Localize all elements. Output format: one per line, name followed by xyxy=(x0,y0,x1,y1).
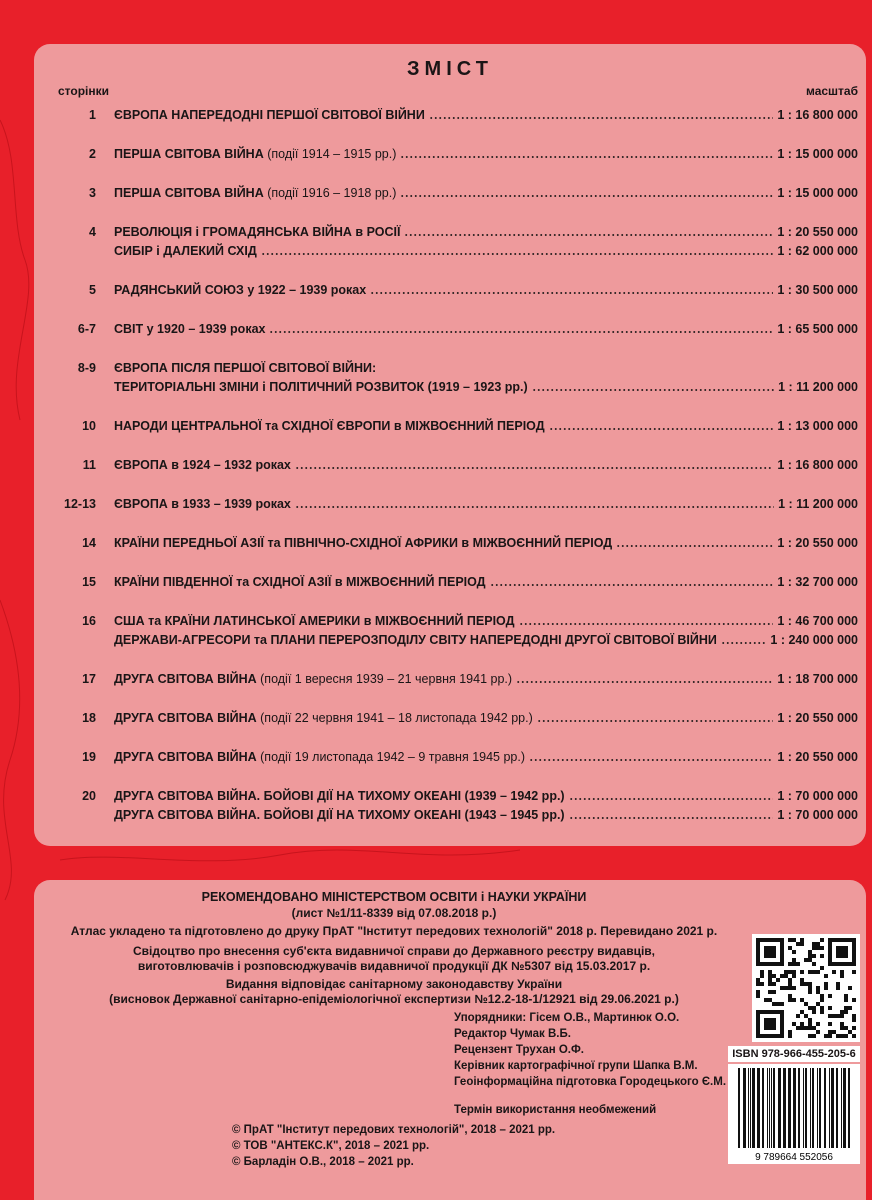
map-title-main: ЄВРОПА в 1924 – 1932 роках xyxy=(114,458,291,472)
copyright-line: © Барладін О.В., 2018 – 2021 рр. xyxy=(232,1156,414,1168)
team-line: Упорядники: Гісем О.В., Мартинюк О.О. xyxy=(454,1012,680,1024)
contents-line xyxy=(114,281,858,299)
pages-column-label: сторінки xyxy=(58,84,110,98)
map-title xyxy=(114,184,396,202)
barcode-digits: 9 789664 552056 xyxy=(755,1152,833,1163)
map-title-main: НАРОДИ ЦЕНТРАЛЬНОЇ та СХІДНОЇ ЄВРОПИ в МІЖВОЄННИЙ ПЕРІОД xyxy=(114,419,545,433)
team-line: Геоінформаційна підготовка Городецького Є.М. xyxy=(454,1076,727,1088)
page-number: 19 xyxy=(82,750,96,764)
sanitary-line-1: Видання відповідає санітарному законодавству України xyxy=(225,977,563,991)
contents-row xyxy=(34,709,866,727)
map-title-detail: (події 1 вересня 1939 – 21 червня 1941 рр.) xyxy=(256,672,513,686)
map-title-main: КРАЇНИ ПІВДЕННОЇ та СХІДНОЇ АЗІЇ в МІЖВОЄННИЙ ПЕРІОД xyxy=(114,575,486,589)
map-title xyxy=(114,631,717,649)
map-title-main: КРАЇНИ ПЕРЕДНЬОЇ АЗІЇ та ПІВНІЧНО-СХІДНОЇ АФРИКИ в МІЖВОЄННИЙ ПЕРІОД xyxy=(114,536,613,550)
map-scale: 1 : 15 000 000 xyxy=(777,186,858,200)
dot-leader xyxy=(295,460,774,470)
map-title-detail: (події 22 червня 1941 – 18 листопада 1942 рр.) xyxy=(256,711,533,725)
dot-leader xyxy=(516,674,773,684)
contents-line xyxy=(114,417,858,435)
map-scale: 1 : 32 700 000 xyxy=(777,575,858,589)
dot-leader xyxy=(532,382,774,392)
map-title-main: ДРУГА СВІТОВА ВІЙНА xyxy=(114,672,257,686)
map-title-main: ДРУГА СВІТОВА ВІЙНА xyxy=(114,750,257,764)
map-scale: 1 : 16 800 000 xyxy=(777,458,858,472)
dot-leader xyxy=(549,421,774,431)
page-number: 14 xyxy=(82,536,96,550)
map-title xyxy=(114,806,565,824)
map-title-detail: (події 1914 – 1915 рр.) xyxy=(263,147,397,161)
map-scale: 1 : 62 000 000 xyxy=(777,244,858,258)
page-number: 17 xyxy=(82,672,96,686)
map-title-main: ЄВРОПА НАПЕРЕДОДНІ ПЕРШОЇ СВІТОВОЇ ВІЙНИ xyxy=(114,108,425,122)
certificate-line-1: Свідоцтво про внесення суб'єкта видавничої справи до Державного реєстру видавців, xyxy=(132,944,656,958)
map-title xyxy=(114,612,515,630)
contents-line xyxy=(114,631,858,649)
copyright-line: © ТОВ "АНТЕКС.К", 2018 – 2021 рр. xyxy=(232,1140,430,1152)
map-title xyxy=(114,106,425,124)
map-title xyxy=(114,495,291,513)
map-scale: 1 : 16 800 000 xyxy=(777,108,858,122)
map-scale: 1 : 11 200 000 xyxy=(778,497,858,511)
dot-leader xyxy=(404,227,773,237)
team-line: Керівник картографічної групи Шапка В.М. xyxy=(454,1060,698,1072)
map-title xyxy=(114,534,612,552)
contents-line xyxy=(114,573,858,591)
contents-row xyxy=(34,670,866,688)
contents-row xyxy=(34,787,866,805)
page-number: 11 xyxy=(82,458,96,472)
term-text: Термін використання необмежений xyxy=(454,1104,657,1116)
contents-line xyxy=(114,106,858,124)
contents-row xyxy=(34,495,866,513)
prepared-text: Атлас укладено та підготовлено до друку ПрАТ "Інститут передових технологій" 2018 р. Перевидано 2021 р. xyxy=(70,924,718,938)
map-title xyxy=(114,223,400,241)
contents-row xyxy=(34,242,866,260)
contents-row xyxy=(34,184,866,202)
contents-row xyxy=(34,106,866,124)
page-number: 4 xyxy=(89,225,96,239)
dot-leader xyxy=(616,538,773,548)
contents-line xyxy=(114,320,858,338)
page-number: 1 xyxy=(89,108,96,122)
dot-leader xyxy=(429,110,774,120)
copyright-line: © ПрАТ "Інститут передових технологій", 2018 – 2021 рр. xyxy=(232,1124,556,1136)
map-title xyxy=(114,670,512,688)
contents-line xyxy=(114,223,858,241)
map-title-main: ЄВРОПА ПІСЛЯ ПЕРШОЇ СВІТОВОЇ ВІЙНИ: xyxy=(114,361,377,375)
map-title-main: СВІТ у 1920 – 1939 роках xyxy=(114,322,266,336)
contents-line xyxy=(114,378,858,396)
certificate-line-2: виготовлювачів і розповсюджувачів видавничої продукції ДК №5307 від 15.03.2017 р. xyxy=(137,959,651,973)
map-title-main: ДРУГА СВІТОВА ВІЙНА xyxy=(114,711,257,725)
page-number: 16 xyxy=(82,614,96,628)
map-scale: 1 : 46 700 000 xyxy=(777,614,858,628)
map-title xyxy=(114,417,545,435)
map-scale: 1 : 20 550 000 xyxy=(777,750,858,764)
page-number: 15 xyxy=(82,575,96,589)
map-scale: 1 : 13 000 000 xyxy=(777,419,858,433)
contents-row xyxy=(34,359,866,377)
map-title xyxy=(114,573,486,591)
contents-row xyxy=(34,534,866,552)
contents-row xyxy=(34,573,866,591)
contents-line xyxy=(114,748,858,766)
contents-row xyxy=(34,631,866,649)
map-scale: 1 : 11 200 000 xyxy=(778,380,858,394)
dot-leader xyxy=(295,499,774,509)
contents-line xyxy=(114,612,858,630)
map-scale: 1 : 30 500 000 xyxy=(777,283,858,297)
dot-leader xyxy=(569,810,774,820)
contents-row xyxy=(34,320,866,338)
scale-column-label: масштаб xyxy=(805,84,858,98)
map-title-main: ЄВРОПА в 1933 – 1939 роках xyxy=(114,497,291,511)
map-title xyxy=(114,281,366,299)
dot-leader xyxy=(569,791,774,801)
map-scale: 1 : 18 700 000 xyxy=(777,672,858,686)
contents-row xyxy=(34,281,866,299)
contents-line xyxy=(114,709,858,727)
page-number: 8-9 xyxy=(77,361,96,375)
page-number: 3 xyxy=(89,186,96,200)
map-title xyxy=(114,456,291,474)
letter-text: (лист №1/11-8339 від 07.08.2018 р.) xyxy=(291,906,497,920)
page-number: 12-13 xyxy=(64,497,96,511)
map-title xyxy=(114,378,528,396)
map-title-main: ДРУГА СВІТОВА ВІЙНА. БОЙОВІ ДІЇ НА ТИХОМУ ОКЕАНІ (1943 – 1945 рр.) xyxy=(114,808,565,822)
qr-code xyxy=(752,934,860,1042)
contents-line xyxy=(114,184,858,202)
map-scale: 1 : 70 000 000 xyxy=(777,789,858,803)
map-title-main: США та КРАЇНИ ЛАТИНСЬКОЇ АМЕРИКИ в МІЖВОЄННИЙ ПЕРІОД xyxy=(114,614,515,628)
contents-line xyxy=(114,242,858,260)
contents-line xyxy=(114,670,858,688)
dot-leader xyxy=(721,635,767,645)
contents-row xyxy=(34,806,866,824)
map-scale: 1 : 70 000 000 xyxy=(777,808,858,822)
team-line: Рецензент Трухан О.Ф. xyxy=(454,1044,585,1056)
contents-row xyxy=(34,378,866,396)
barcode xyxy=(728,1064,860,1164)
contents-row xyxy=(34,456,866,474)
contents-line xyxy=(114,806,858,824)
map-title-main: ТЕРИТОРІАЛЬНІ ЗМІНИ і ПОЛІТИЧНИЙ РОЗВИТОК (1919 – 1923 рр.) xyxy=(114,380,528,394)
page-number: 10 xyxy=(82,419,96,433)
team-line: Редактор Чумак В.Б. xyxy=(454,1028,571,1040)
contents-line xyxy=(114,534,858,552)
map-title xyxy=(114,709,533,727)
map-scale: 1 : 15 000 000 xyxy=(777,147,858,161)
page-number: 2 xyxy=(89,147,96,161)
contents-row xyxy=(34,223,866,241)
map-title-main: ДЕРЖАВИ-АГРЕСОРИ та ПЛАНИ ПЕРЕРОЗПОДІЛУ СВІТУ НАПЕРЕДОДНІ ДРУГОЇ СВІТОВОЇ ВІЙНИ xyxy=(114,633,717,647)
dot-leader xyxy=(490,577,774,587)
sanitary-line-2: (висновок Державної санітарно-епідеміологічної експертизи №12.2-18-1/12921 від 29.06.2021 р.) xyxy=(109,992,679,1006)
contents-line xyxy=(114,495,858,513)
map-title-main: РЕВОЛЮЦІЯ і ГРОМАДЯНСЬКА ВІЙНА в РОСІЇ xyxy=(114,225,401,239)
map-scale: 1 : 20 550 000 xyxy=(777,225,858,239)
contents-row xyxy=(34,417,866,435)
dot-leader xyxy=(370,285,773,295)
contents-row xyxy=(34,748,866,766)
map-title-main: РАДЯНСЬКИЙ СОЮЗ у 1922 – 1939 роках xyxy=(114,283,367,297)
page-number: 5 xyxy=(89,283,96,297)
dot-leader xyxy=(529,752,773,762)
dot-leader xyxy=(400,188,773,198)
contents-line xyxy=(114,456,858,474)
map-title-detail: (події 1916 – 1918 рр.) xyxy=(263,186,397,200)
map-scale: 1 : 20 550 000 xyxy=(777,711,858,725)
page-number: 18 xyxy=(82,711,96,725)
map-title xyxy=(114,320,265,338)
dot-leader xyxy=(400,149,773,159)
map-title xyxy=(114,359,376,377)
page-title: ЗМІСТ xyxy=(407,58,493,80)
map-scale: 1 : 65 500 000 xyxy=(777,322,858,336)
map-title-detail: (події 19 листопада 1942 – 9 травня 1945 рр.) xyxy=(256,750,526,764)
page-number: 6-7 xyxy=(77,322,96,336)
contents-row xyxy=(34,145,866,163)
map-scale: 1 : 20 550 000 xyxy=(777,536,858,550)
contents-panel xyxy=(34,44,866,846)
map-scale: 1 : 240 000 000 xyxy=(770,633,858,647)
contents-line xyxy=(114,787,858,805)
map-title-main: ДРУГА СВІТОВА ВІЙНА. БОЙОВІ ДІЇ НА ТИХОМУ ОКЕАНІ (1939 – 1942 рр.) xyxy=(114,789,565,803)
contents-row xyxy=(34,612,866,630)
map-title xyxy=(114,748,525,766)
dot-leader xyxy=(519,616,774,626)
dot-leader xyxy=(269,324,773,334)
map-title xyxy=(114,787,565,805)
page-number: 20 xyxy=(82,789,96,803)
contents-line xyxy=(114,145,858,163)
map-title-main: ПЕРША СВІТОВА ВІЙНА xyxy=(114,186,264,200)
contents-line xyxy=(114,359,858,377)
map-title xyxy=(114,242,257,260)
dot-leader xyxy=(261,246,774,256)
map-title-main: ПЕРША СВІТОВА ВІЙНА xyxy=(114,147,264,161)
map-title-main: СИБІР і ДАЛЕКИЙ СХІД xyxy=(114,244,257,258)
map-title xyxy=(114,145,396,163)
recommended-text: РЕКОМЕНДОВАНО МІНІСТЕРСТВОМ ОСВІТИ і НАУКИ УКРАЇНИ xyxy=(201,890,587,904)
dot-leader xyxy=(537,713,774,723)
isbn-text: ISBN 978-966-455-205-6 xyxy=(728,1046,860,1062)
